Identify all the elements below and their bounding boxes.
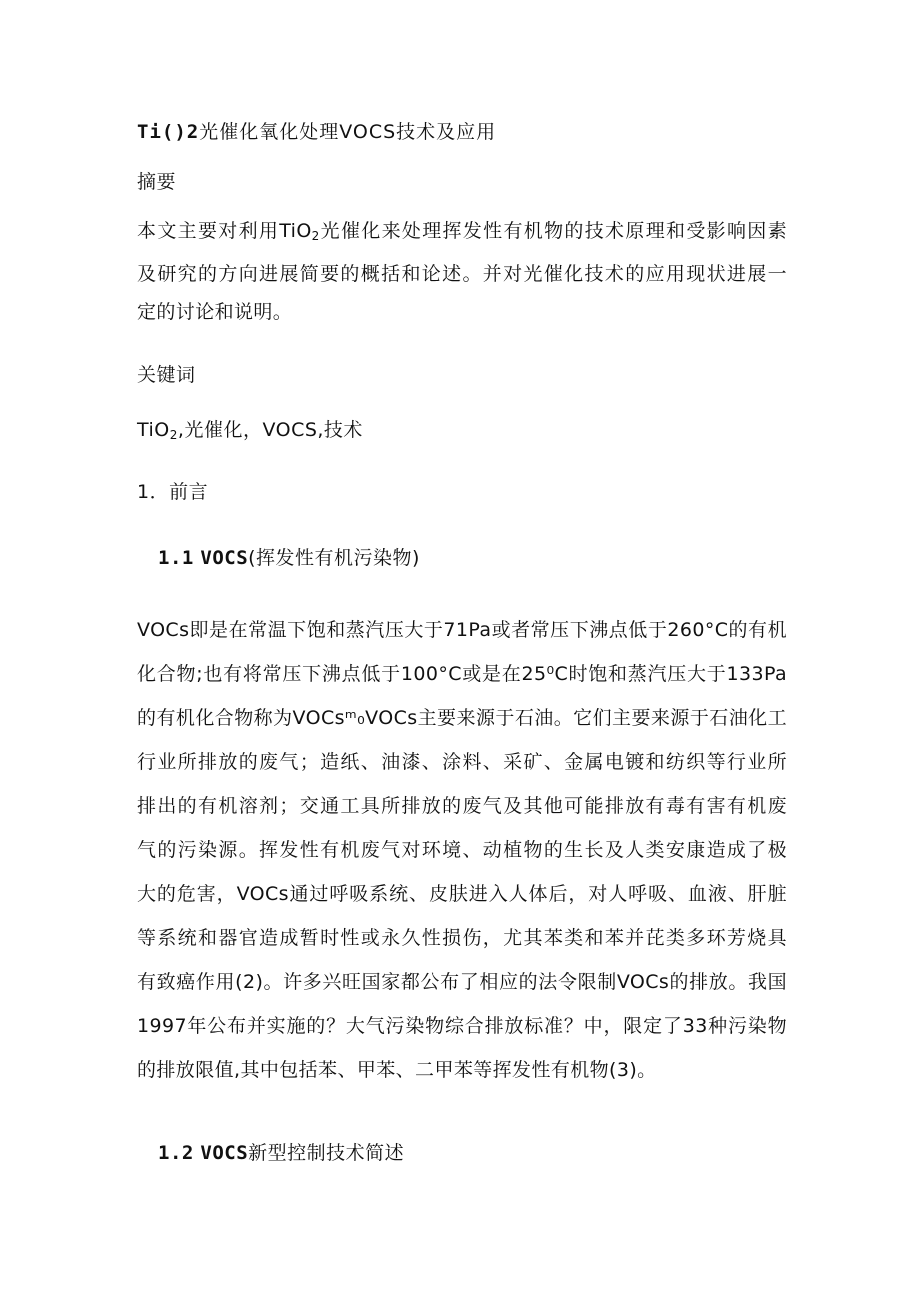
keyword-subscript: 2 <box>169 428 178 442</box>
abstract-line: 及研究的方向进展简要的概括和论述。并对光催化技术的应用现状进展一 <box>137 263 787 285</box>
body-line: 1997年公布并实施的？大气污染物综合排放标准？中，限定了33种污染物 <box>137 1015 787 1037</box>
body-paragraph <box>137 608 787 1092</box>
keyword-tio2: TiO <box>137 419 170 441</box>
section-1-2-heading <box>158 1140 404 1166</box>
abstract-line: 本文主要对利用TiO$_2$光催化来处理挥发性有机物的技术原理和受影响因素 <box>137 220 787 243</box>
title-prefix: Ti()2 <box>137 121 200 143</box>
body-line: 的排放限值,其中包括苯、甲苯、二甲苯等挥发性有机物(3)。 <box>137 1059 657 1081</box>
body-line: 有致癌作用(2)。许多兴旺国家都公布了相应的法令限制VOCs的排放。我国 <box>137 971 787 993</box>
body-line: 的有机化合物称为VOCsᵐ₀VOCs主要来源于石油。它们主要来源于石油化工 <box>137 707 787 729</box>
section-1-1-number: 1.1 <box>158 547 194 569</box>
section-1-1-text: (挥发性有机污染物) <box>248 547 420 569</box>
body-line: 化合物;也有将常压下沸点低于100°C或是在25⁰C时饱和蒸汽压大于133Pa <box>137 663 787 685</box>
abstract-heading: 摘要 <box>137 171 177 193</box>
section-1-1-bold: VOCS <box>200 547 249 569</box>
keywords-line <box>137 417 363 448</box>
title-text: 光催化氧化处理VOCS技术及应用 <box>199 121 497 143</box>
section-1-2-number: 1.2 <box>158 1142 194 1164</box>
keywords-heading: 关键词 <box>137 364 196 386</box>
abstract-paragraph <box>137 212 787 331</box>
section-1-1-heading <box>158 545 420 571</box>
body-line: 等系统和器官造成暂时性或永久性损伤，尤其苯类和苯并芘类多环芳烧具 <box>137 927 787 949</box>
body-line: VOCs即是在常温下饱和蒸汽压大于71Pa或者常压下沸点低于260°C的有机 <box>137 619 787 641</box>
keyword-list: ,光催化，VOCS,技术 <box>177 419 363 441</box>
body-line: 大的危害，VOCs通过呼吸系统、皮肤进入人体后，对人呼吸、血液、肝脏 <box>137 883 787 905</box>
section-1-2-text: 新型控制技术简述 <box>248 1142 405 1164</box>
document-title <box>137 119 496 145</box>
body-line: 排出的有机溶剂；交通工具所排放的废气及其他可能排放有毒有害有机废 <box>137 795 787 817</box>
body-line: 气的污染源。挥发性有机废气对环境、动植物的生长及人类安康造成了极 <box>137 839 787 861</box>
section-1-heading: 1．前言 <box>137 481 209 503</box>
abstract-line: 定的讨论和说明。 <box>137 301 293 323</box>
section-1-2-bold: VOCS <box>200 1142 249 1164</box>
body-line: 行业所排放的废气；造纸、油漆、涂料、采矿、金属电镀和纺织等行业所 <box>137 751 787 773</box>
